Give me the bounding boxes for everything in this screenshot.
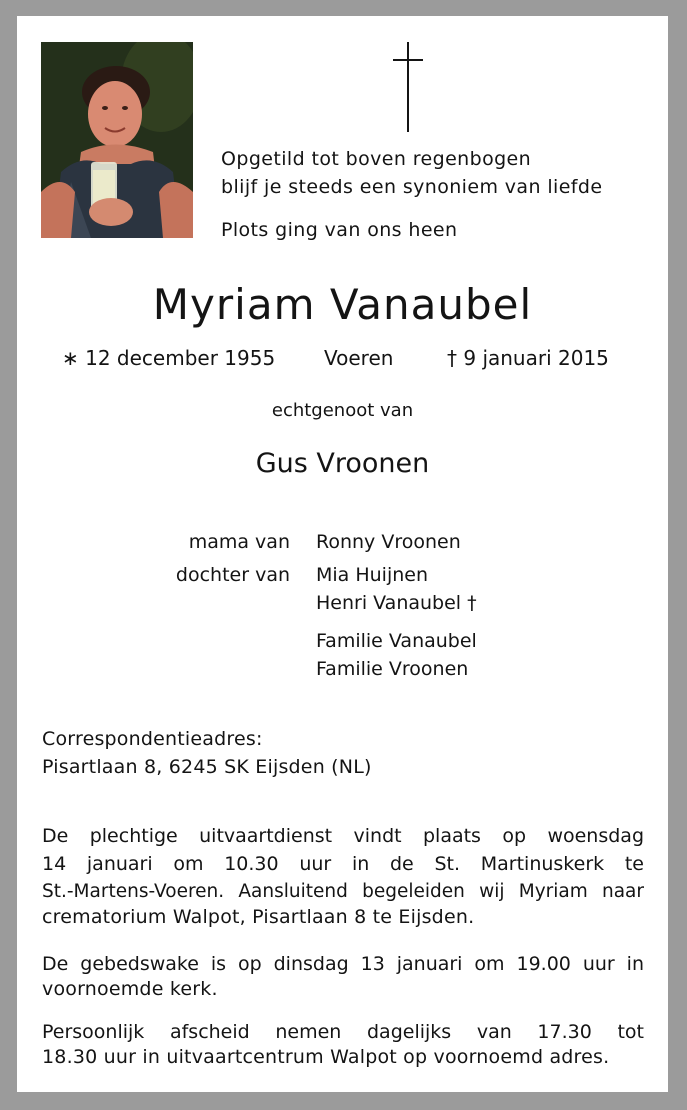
- correspondence-address: Pisartlaan 8, 6245 SK Eijsden (NL): [42, 756, 372, 778]
- deceased-name: Myriam Vanaubel: [152, 280, 533, 329]
- parent-name-1: Mia Huijnen: [316, 564, 429, 586]
- daughter-of-label: dochter van: [175, 564, 290, 586]
- correspondence-label: Correspondentieadres:: [42, 728, 263, 750]
- portrait-image: [41, 42, 193, 238]
- birth-date: ∗ 12 december 1955: [62, 346, 276, 370]
- service-line-3: St.-Martens-Voeren. Aansluitend begeleiden wij Myriam naar: [42, 881, 644, 902]
- mother-of-label: mama van: [188, 531, 290, 553]
- wake-line-1: De gebedswake is op dinsdag 13 januari om 19.00 uur in: [42, 953, 644, 975]
- spouse-name: Gus Vroonen: [255, 448, 430, 479]
- farewell-line-2: 18.30 uur in uitvaartcentrum Walpot op voornoemd adres.: [42, 1046, 610, 1068]
- death-date: † 9 januari 2015: [447, 346, 609, 370]
- wake-line-2: voornoemde kerk.: [42, 978, 218, 1000]
- portrait-photo: [41, 42, 193, 238]
- family-name-1: Familie Vanaubel: [316, 630, 477, 652]
- family-name-2: Familie Vroonen: [316, 658, 469, 680]
- farewell-line-1: Persoonlijk afscheid nemen dagelijks van 17.30 tot: [42, 1021, 644, 1043]
- death-notice-card: [17, 16, 668, 1092]
- parent-name-2: Henri Vanaubel †: [316, 592, 477, 614]
- cross-icon: [393, 42, 423, 132]
- service-line-2: 14 januari om 10.30 uur in de St. Martinuskerk te: [42, 853, 644, 875]
- service-line-1: De plechtige uitvaartdienst vindt plaats op woensdag: [42, 825, 644, 847]
- service-line-4: crematorium Walpot, Pisartlaan 8 te Eijsden.: [42, 906, 475, 928]
- child-name: Ronny Vroonen: [316, 531, 461, 553]
- poem-line-3: Plots ging van ons heen: [221, 219, 458, 241]
- poem-line-2: blijf je steeds een synoniem van liefde: [221, 176, 603, 198]
- poem-line-1: Opgetild tot boven regenbogen: [221, 148, 532, 170]
- birth-place: Voeren: [324, 346, 394, 370]
- spouse-label: echtgenoot van: [271, 400, 414, 421]
